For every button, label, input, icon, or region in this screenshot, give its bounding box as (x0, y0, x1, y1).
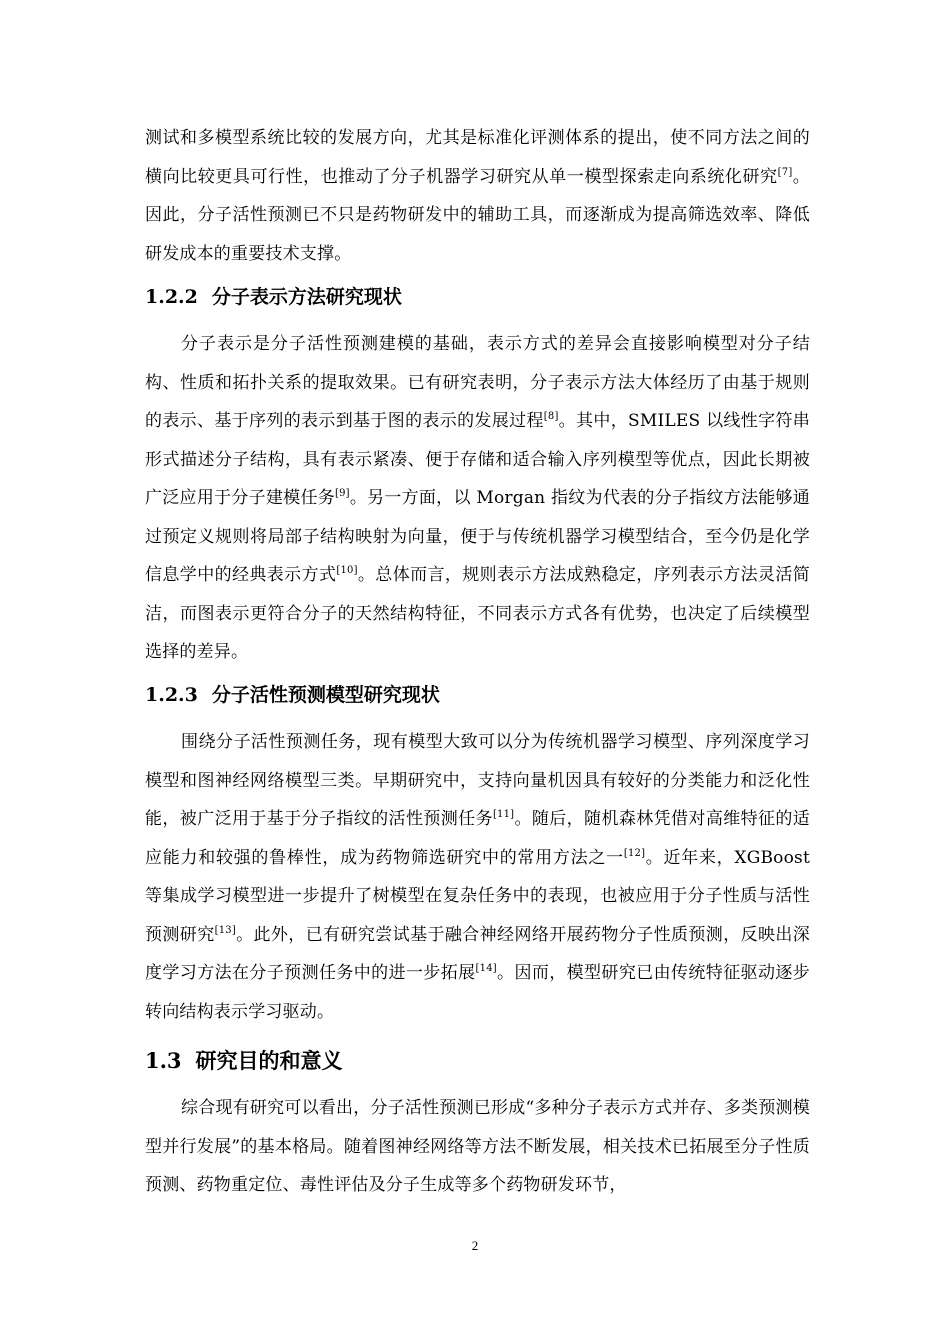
section-number: 1.3 (145, 1048, 182, 1073)
page-number: 2 (471, 1238, 479, 1253)
citation-8: [8] (543, 411, 559, 422)
paragraph-text: 。另一方面，以 Morgan 指纹为代表的分子指纹方法能够通过预定义规则将局部子结构映射为向量，便于与传统机器学习模型结合，至今仍是化学信息学中的经典表示方式 (145, 488, 810, 585)
paragraph-molecular-representation (145, 325, 810, 672)
citation-9: [9] (334, 488, 350, 499)
paragraph-text: 分子表示是分子活性预测建模的基础，表示方式的差异会直接影响模型对分子结构、性质和拓扑关系的提取效果。已有研究表明，分子表示方法大体经历了由基于规则的表示、基于序列的表示到基于图的表示的发展过程 (145, 334, 810, 431)
section-heading-1-2-2 (145, 284, 402, 310)
paragraph-text: 测试和多模型系统比较的发展方向，尤其是标准化评测体系的提出，使不同方法之间的横向比较更具可行性，也推动了分子机器学习研究从单一模型探索走向系统化研究 (145, 128, 810, 187)
paragraph-text: 。近年来，XGBoost 等集成学习模型进一步提升了树模型在复杂任务中的表现，也被应用于分子性质与活性预测研究 (145, 847, 810, 945)
citation-12: [12] (623, 847, 646, 859)
paragraph-research-purpose (145, 1089, 810, 1205)
citation-7: [7] (777, 166, 793, 178)
citation-14: [14] (475, 963, 497, 974)
citation-11: [11] (492, 809, 515, 820)
paragraph-text: 。其中，SMILES 以线性字符串形式描述分子结构，具有表示紧凑、便于存储和适合输入序列模型等优点，因此长期被广泛应用于分子建模任务 (145, 411, 810, 508)
paragraph-text: 。随后，随机森林凭借对高维特征的适应能力和较强的鲁棒性，成为药物筛选研究中的常用方法之一 (145, 809, 811, 868)
section-title: 研究目的和意义 (195, 1048, 343, 1073)
paragraph-evaluation-systems (145, 119, 810, 273)
citation-10: [10] (336, 565, 358, 576)
paragraph-prediction-models (145, 723, 810, 1031)
section-number: 1.2.2 (145, 286, 198, 308)
section-number: 1.2.3 (145, 684, 198, 706)
section-heading-1-3 (145, 1047, 343, 1075)
section-title: 分子活性预测模型研究现状 (211, 684, 440, 706)
paragraph-text: 。总体而言，规则表示方法成熟稳定，序列表示方法灵活简洁，而图表示更符合分子的天然结构特征，不同表示方式各有优势，也决定了后续模型选择的差异。 (145, 565, 811, 662)
section-title: 分子表示方法研究现状 (211, 286, 402, 308)
paragraph-text: 。因而，模型研究已由传统特征驱动逐步转向结构表示学习驱动。 (145, 963, 810, 1022)
paragraph-text: 。因此，分子活性预测已不只是药物研发中的辅助工具，而逐渐成为提高筛选效率、降低研发成本的重要技术支撑。 (145, 166, 810, 264)
paragraph-text: 综合现有研究可以看出，分子活性预测已形成“多种分子表示方式并存、多类预测模型并行发展”的基本格局。随着图神经网络等方法不断发展，相关技术已拓展至分子性质预测、药物重定位、毒性评估及分子生成等多个药物研发环节， (145, 1098, 810, 1195)
section-heading-1-2-3 (145, 682, 440, 708)
paragraph-text: 围绕分子活性预测任务，现有模型大致可以分为传统机器学习模型、序列深度学习模型和图神经网络模型三类。早期研究中，支持向量机因具有较好的分类能力和泛化性能，被广泛用于基于分子指纹的活性预测任务 (145, 732, 810, 829)
paragraph-text: 。此外，已有研究尝试基于融合神经网络开展药物分子性质预测，反映出深度学习方法在分子预测任务中的进一步拓展 (145, 924, 810, 983)
citation-13: [13] (214, 924, 236, 936)
